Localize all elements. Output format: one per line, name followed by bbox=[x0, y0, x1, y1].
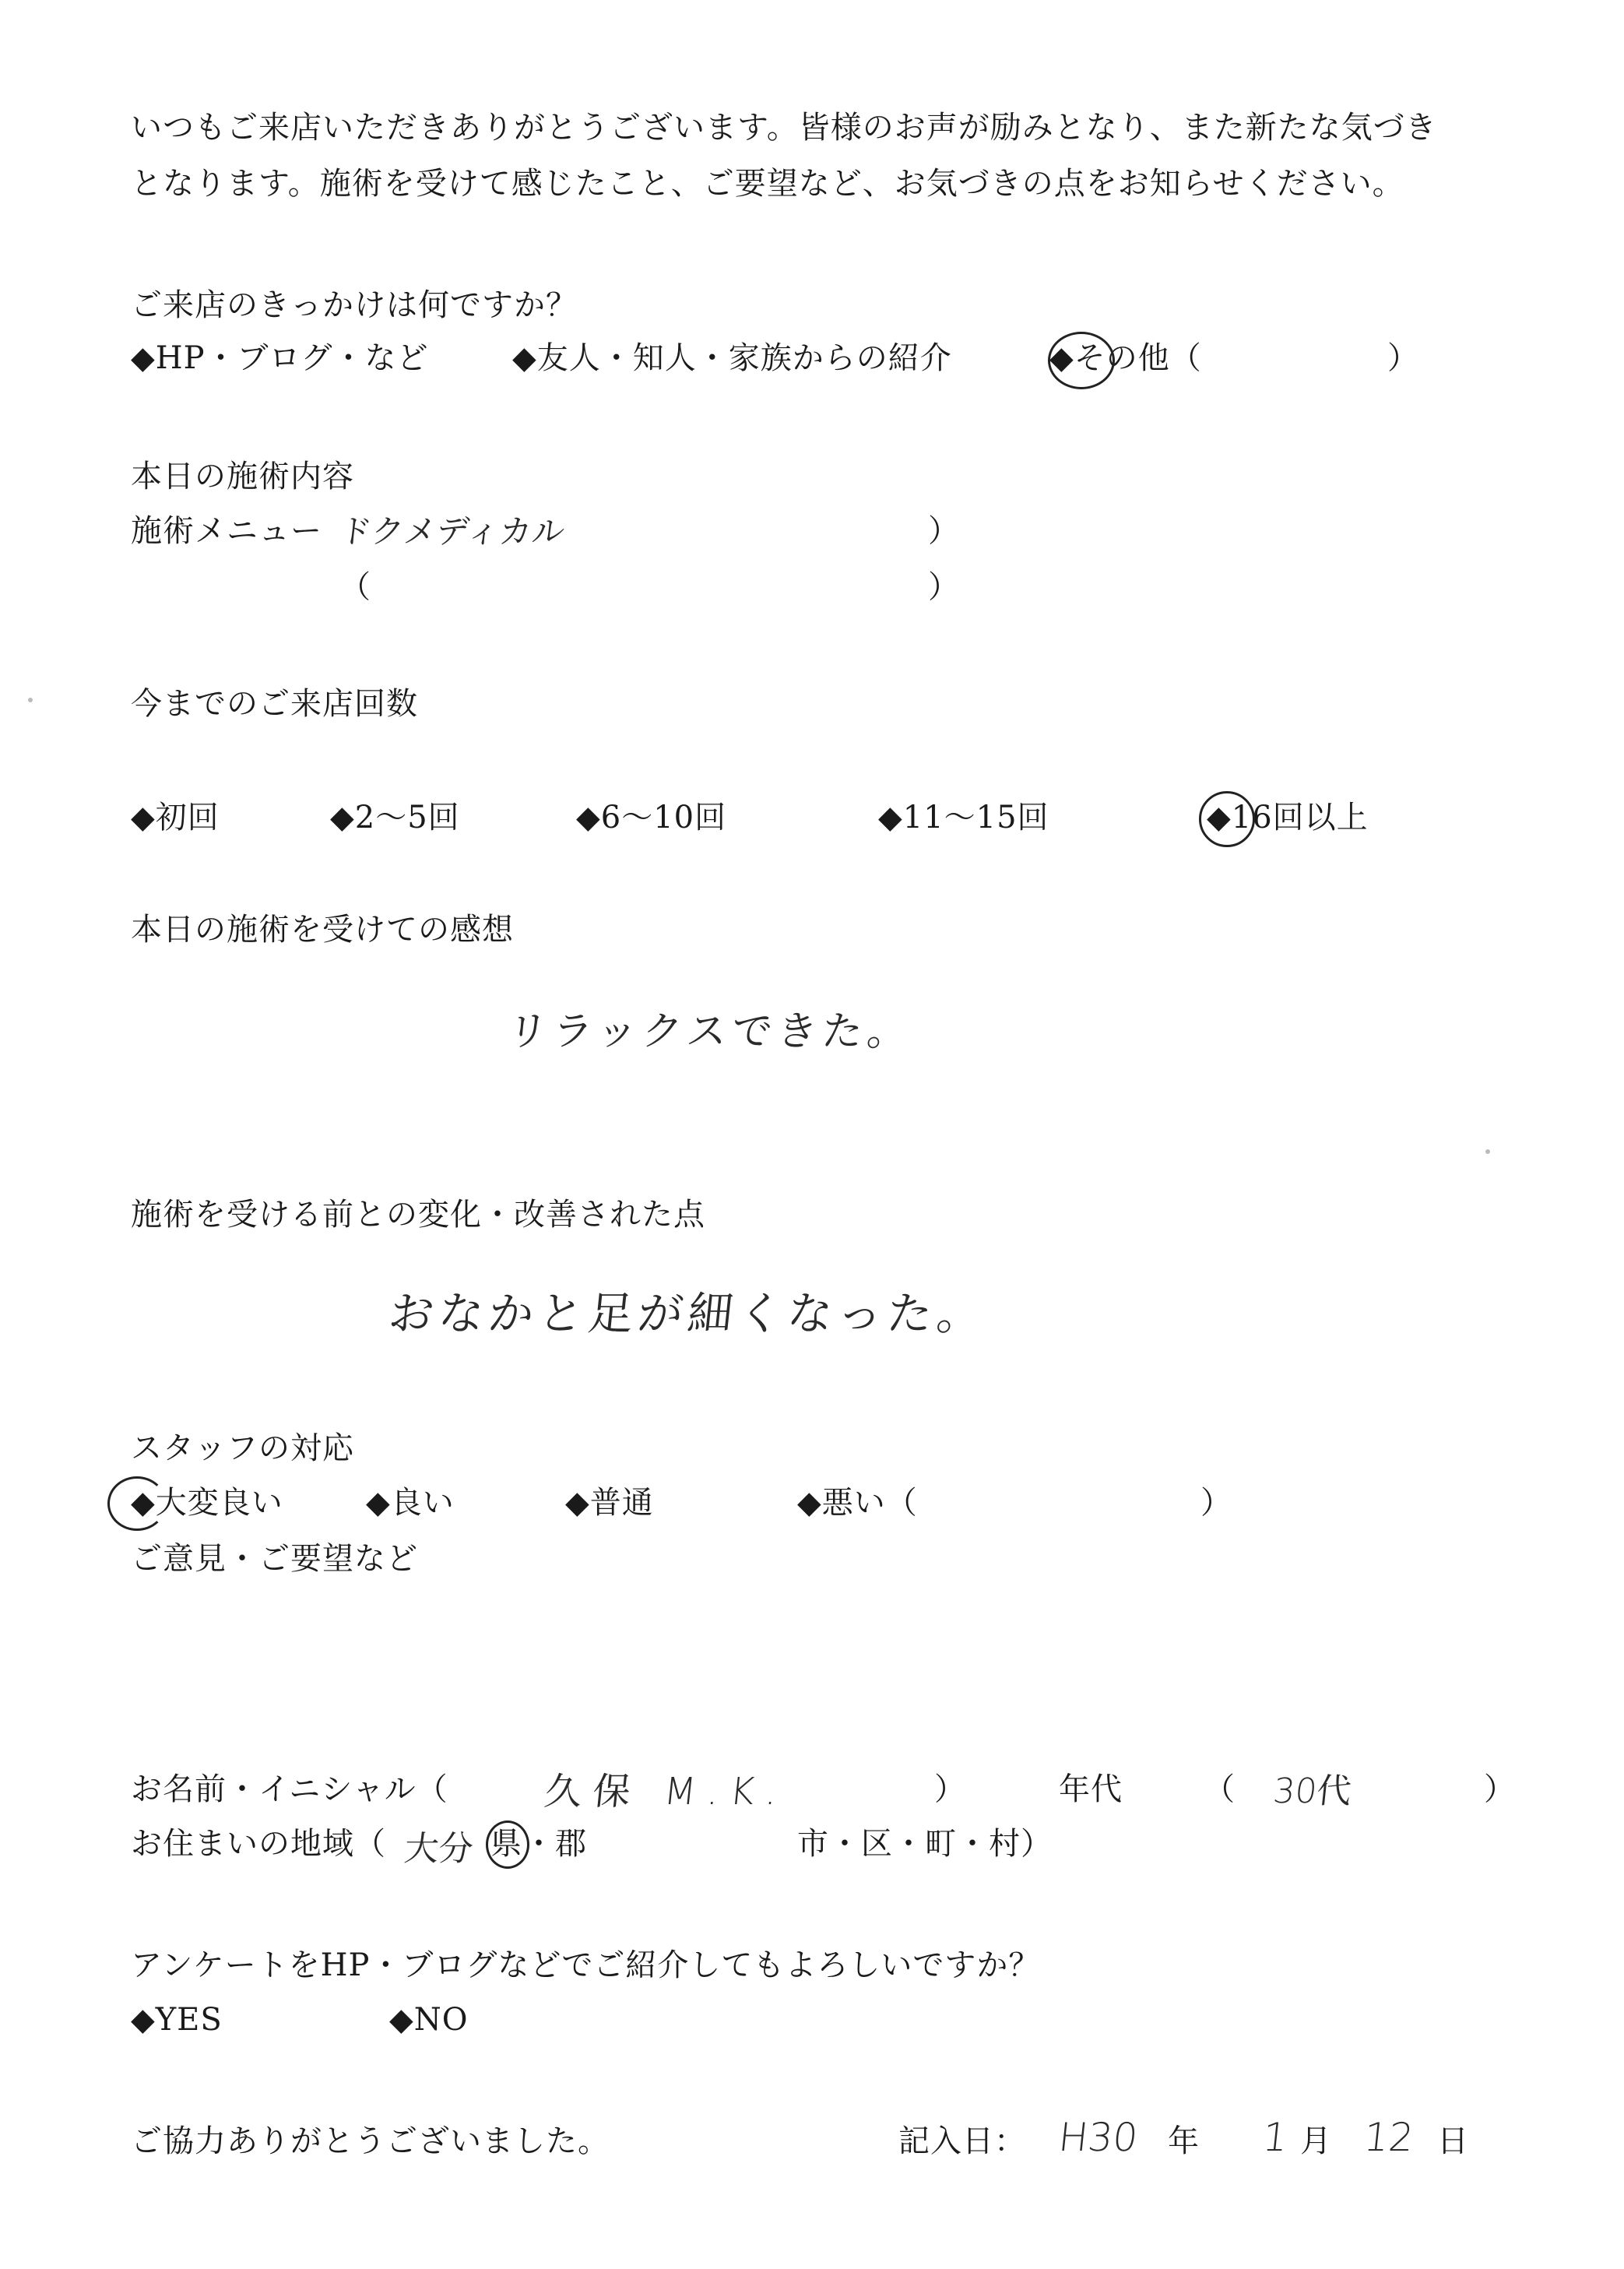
region-ken: 県 bbox=[490, 1826, 522, 1862]
publish-yes[interactable]: ◆YES bbox=[131, 2002, 223, 2038]
age-label: 年代 bbox=[1059, 1771, 1123, 1807]
date-day-unit: 日 bbox=[1437, 2123, 1469, 2159]
change-answer: おなかと足が細くなった。 bbox=[385, 1287, 990, 1340]
visit-reason-question: ご来店のきっかけは何ですか？ bbox=[131, 287, 578, 323]
option-other[interactable]: ◆その他（ bbox=[1049, 340, 1202, 376]
treatment-menu-close-paren-2: ） bbox=[928, 569, 960, 605]
impression-answer: リラックスできた。 bbox=[504, 1008, 916, 1055]
staff-bad[interactable]: ◆悪い（ bbox=[797, 1485, 918, 1521]
publish-no[interactable]: ◆NO bbox=[389, 2002, 469, 2038]
selection-circle-other bbox=[1048, 332, 1115, 389]
treatment-menu-close-paren: ） bbox=[928, 513, 960, 549]
age-open-paren: （ bbox=[1204, 1771, 1236, 1807]
visit-count-16-plus[interactable]: ◆16回以上 bbox=[1207, 800, 1369, 835]
visit-count-heading: 今までのご来店回数 bbox=[131, 686, 418, 722]
region-tail: 市・区・町・村） bbox=[797, 1826, 1053, 1862]
region-label: お住まいの地域（ bbox=[131, 1826, 386, 1862]
date-year-value[interactable]: H30 bbox=[1056, 2115, 1141, 2160]
staff-heading: スタッフの対応 bbox=[131, 1430, 354, 1466]
treatment-menu-open-paren-2: （ bbox=[339, 569, 371, 605]
selection-circle-very-good bbox=[107, 1476, 167, 1531]
thanks-text: ご協力ありがとうございました。 bbox=[131, 2123, 610, 2159]
treatment-menu-label: 施術メニュー bbox=[131, 513, 322, 549]
staff-bad-close-paren: ） bbox=[1200, 1485, 1232, 1521]
name-close-paren: ） bbox=[934, 1771, 966, 1807]
date-label: 記入日： bbox=[898, 2123, 1026, 2159]
intro-line-2: となります。施術を受けて感じたこと、ご要望など、お気づきの点をお知らせください。 bbox=[131, 166, 1404, 202]
selection-circle-16-plus bbox=[1199, 791, 1255, 847]
age-value[interactable]: 30代 bbox=[1271, 1771, 1354, 1811]
age-close-paren: ） bbox=[1484, 1771, 1516, 1807]
region-gun: ・郡 bbox=[523, 1826, 587, 1862]
staff-very-good[interactable]: ◆大変良い bbox=[131, 1485, 283, 1521]
option-referral[interactable]: ◆友人・知人・家族からの紹介 bbox=[512, 340, 952, 376]
impression-heading: 本日の施術を受けての感想 bbox=[131, 912, 514, 948]
visit-count-2-5[interactable]: ◆2～5回 bbox=[330, 800, 460, 835]
visit-count-6-10[interactable]: ◆6～10回 bbox=[576, 800, 727, 835]
visit-count-first[interactable]: ◆初回 bbox=[131, 800, 220, 835]
staff-normal[interactable]: ◆普通 bbox=[565, 1485, 654, 1521]
date-month-value[interactable]: 1 bbox=[1260, 2115, 1290, 2160]
scan-speck bbox=[28, 698, 33, 702]
scan-speck bbox=[1485, 1149, 1490, 1154]
option-other-close-paren: ） bbox=[1387, 340, 1419, 376]
treatment-menu-value: ドクメディカル bbox=[337, 512, 567, 551]
comments-heading: ご意見・ご要望など bbox=[131, 1541, 418, 1577]
date-day-value[interactable]: 12 bbox=[1361, 2115, 1416, 2160]
change-heading: 施術を受ける前との変化・改善された点 bbox=[131, 1197, 705, 1233]
option-hp-blog[interactable]: ◆HP・ブログ・など bbox=[131, 340, 429, 376]
region-prefecture[interactable]: 大分 bbox=[402, 1829, 476, 1869]
name-value[interactable]: 久保 M.K. bbox=[542, 1770, 791, 1813]
treatment-heading: 本日の施術内容 bbox=[131, 459, 354, 494]
name-label: お名前・イニシャル（ bbox=[131, 1771, 448, 1807]
visit-count-11-15[interactable]: ◆11～15回 bbox=[878, 800, 1049, 835]
date-month-unit: 月 bbox=[1300, 2123, 1332, 2159]
staff-good[interactable]: ◆良い bbox=[366, 1485, 455, 1521]
publish-question: アンケートをHP・ブログなどでご紹介してもよろしいですか？ bbox=[131, 1947, 1041, 1983]
intro-line-1: いつもご来店いただきありがとうございます。皆様のお声が励みとなり、また新たな気づき bbox=[131, 110, 1437, 146]
date-year-unit: 年 bbox=[1168, 2123, 1200, 2159]
